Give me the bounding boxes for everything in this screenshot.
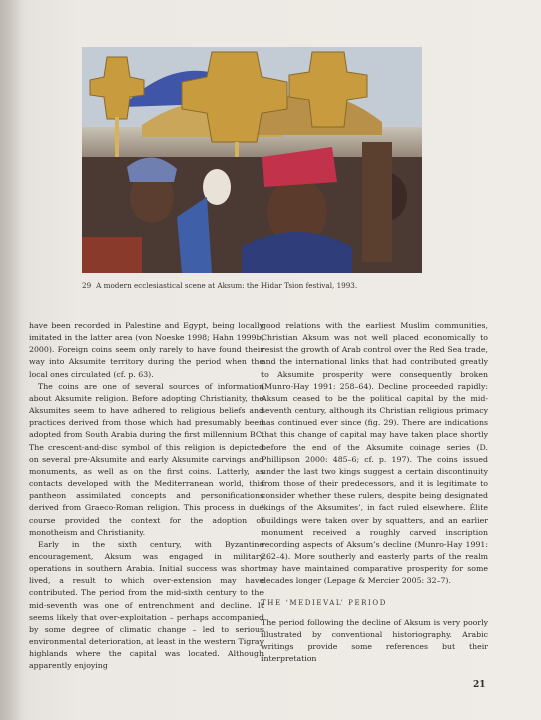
page-spine-shadow — [0, 0, 22, 720]
body-paragraph: The period following the decline of Aksum is very poorly illustrated by conventional historiography. Arabic writings provide some references but their interpretation — [261, 617, 488, 664]
right-text-column — [261, 320, 488, 665]
left-text-column — [29, 320, 264, 673]
figure-caption-text: A modern ecclesiastical scene at Aksum: the Hidar Tsion festival, 1993. — [96, 281, 358, 290]
body-paragraph: have been recorded in Palestine and Egypt, being locally imitated in the latter area (von Noeske 1998; Hahn 1999b, 2000). Foreign coins seem only rarely to have found their way into Aksumite territory during the period when the local ones circulated (cf. p. 63). — [29, 321, 264, 379]
festival-photograph — [82, 47, 422, 273]
section-heading: THE ‘MEDIEVAL’ PERIOD — [261, 599, 387, 608]
body-paragraph: The coins are one of several sources of information about Aksumite religion. Before adopting Christianity, the Aksumites seem to have adhered to religious beliefs and practices derived from those which had presumably been adopted from South Arabia during the first millennium BC. The crescent-and-disc symbol of this religion is depicted on several pre-Aksumite and early Aksumite carvings and monuments, as well as on the first coins. Latterly, as contacts developed with the Mediterranean world, this pantheon assimilated concepts and personifications derived from Graeco-Roman religion. This process in due course provided the context for the adoption of monotheism and Christianity. — [29, 381, 264, 537]
figure-caption — [82, 281, 422, 291]
body-paragraph: Early in the sixth century, with Byzantine encouragement, Aksum was engaged in military operations in southern Arabia. Initial success was short-lived, a result to which over-extension may have contributed. The period from the mid-sixth century to the mid-seventh was one of entrenchment and decline. It seems likely that over-exploitation – perhaps accompanied by some degree of climatic change – led to serious environmental deterioration, at least in the western Tigray highlands where the capital was located. Although apparently enjoying — [29, 539, 264, 671]
page-number: 21 — [473, 680, 486, 690]
figure-number: 29 — [82, 281, 92, 290]
festival-photo-illustration — [82, 47, 422, 273]
body-paragraph: good relations with the earliest Muslim communities, Christian Aksum was not well placed economically to resist the growth of Arab control over the Red Sea trade, and the international links that had contributed greatly to Aksumite prosperity were consequently broken (Munro-Hay 1991: 258–64). Decline proceeded rapidly: Aksum ceased to be the political capital by the mid-seventh century, although its Christian religious primacy has continued ever since (fig. 29). There are indications that this change of capital may have taken place shortly before the end of the Aksumite coinage series (D. Phillipson 2000: 485–6; cf. p. 197). The coins issued under the last two kings suggest a certain discontinuity from those of their predecessors, and it is legitimate to consider whether these rulers, despite being designated ‘kings of the Aksumites’, in fact ruled elsewhere. Élite buildings were taken over by squatters, and an earlier monument received a roughly carved inscription recording aspects of Aksum’s decline (Munro-Hay 1991: 262–4). More southerly and easterly parts of the realm may have maintained comparative prosperity for some decades longer (Lepage & Mercier 2005: 32–7). — [261, 321, 488, 586]
